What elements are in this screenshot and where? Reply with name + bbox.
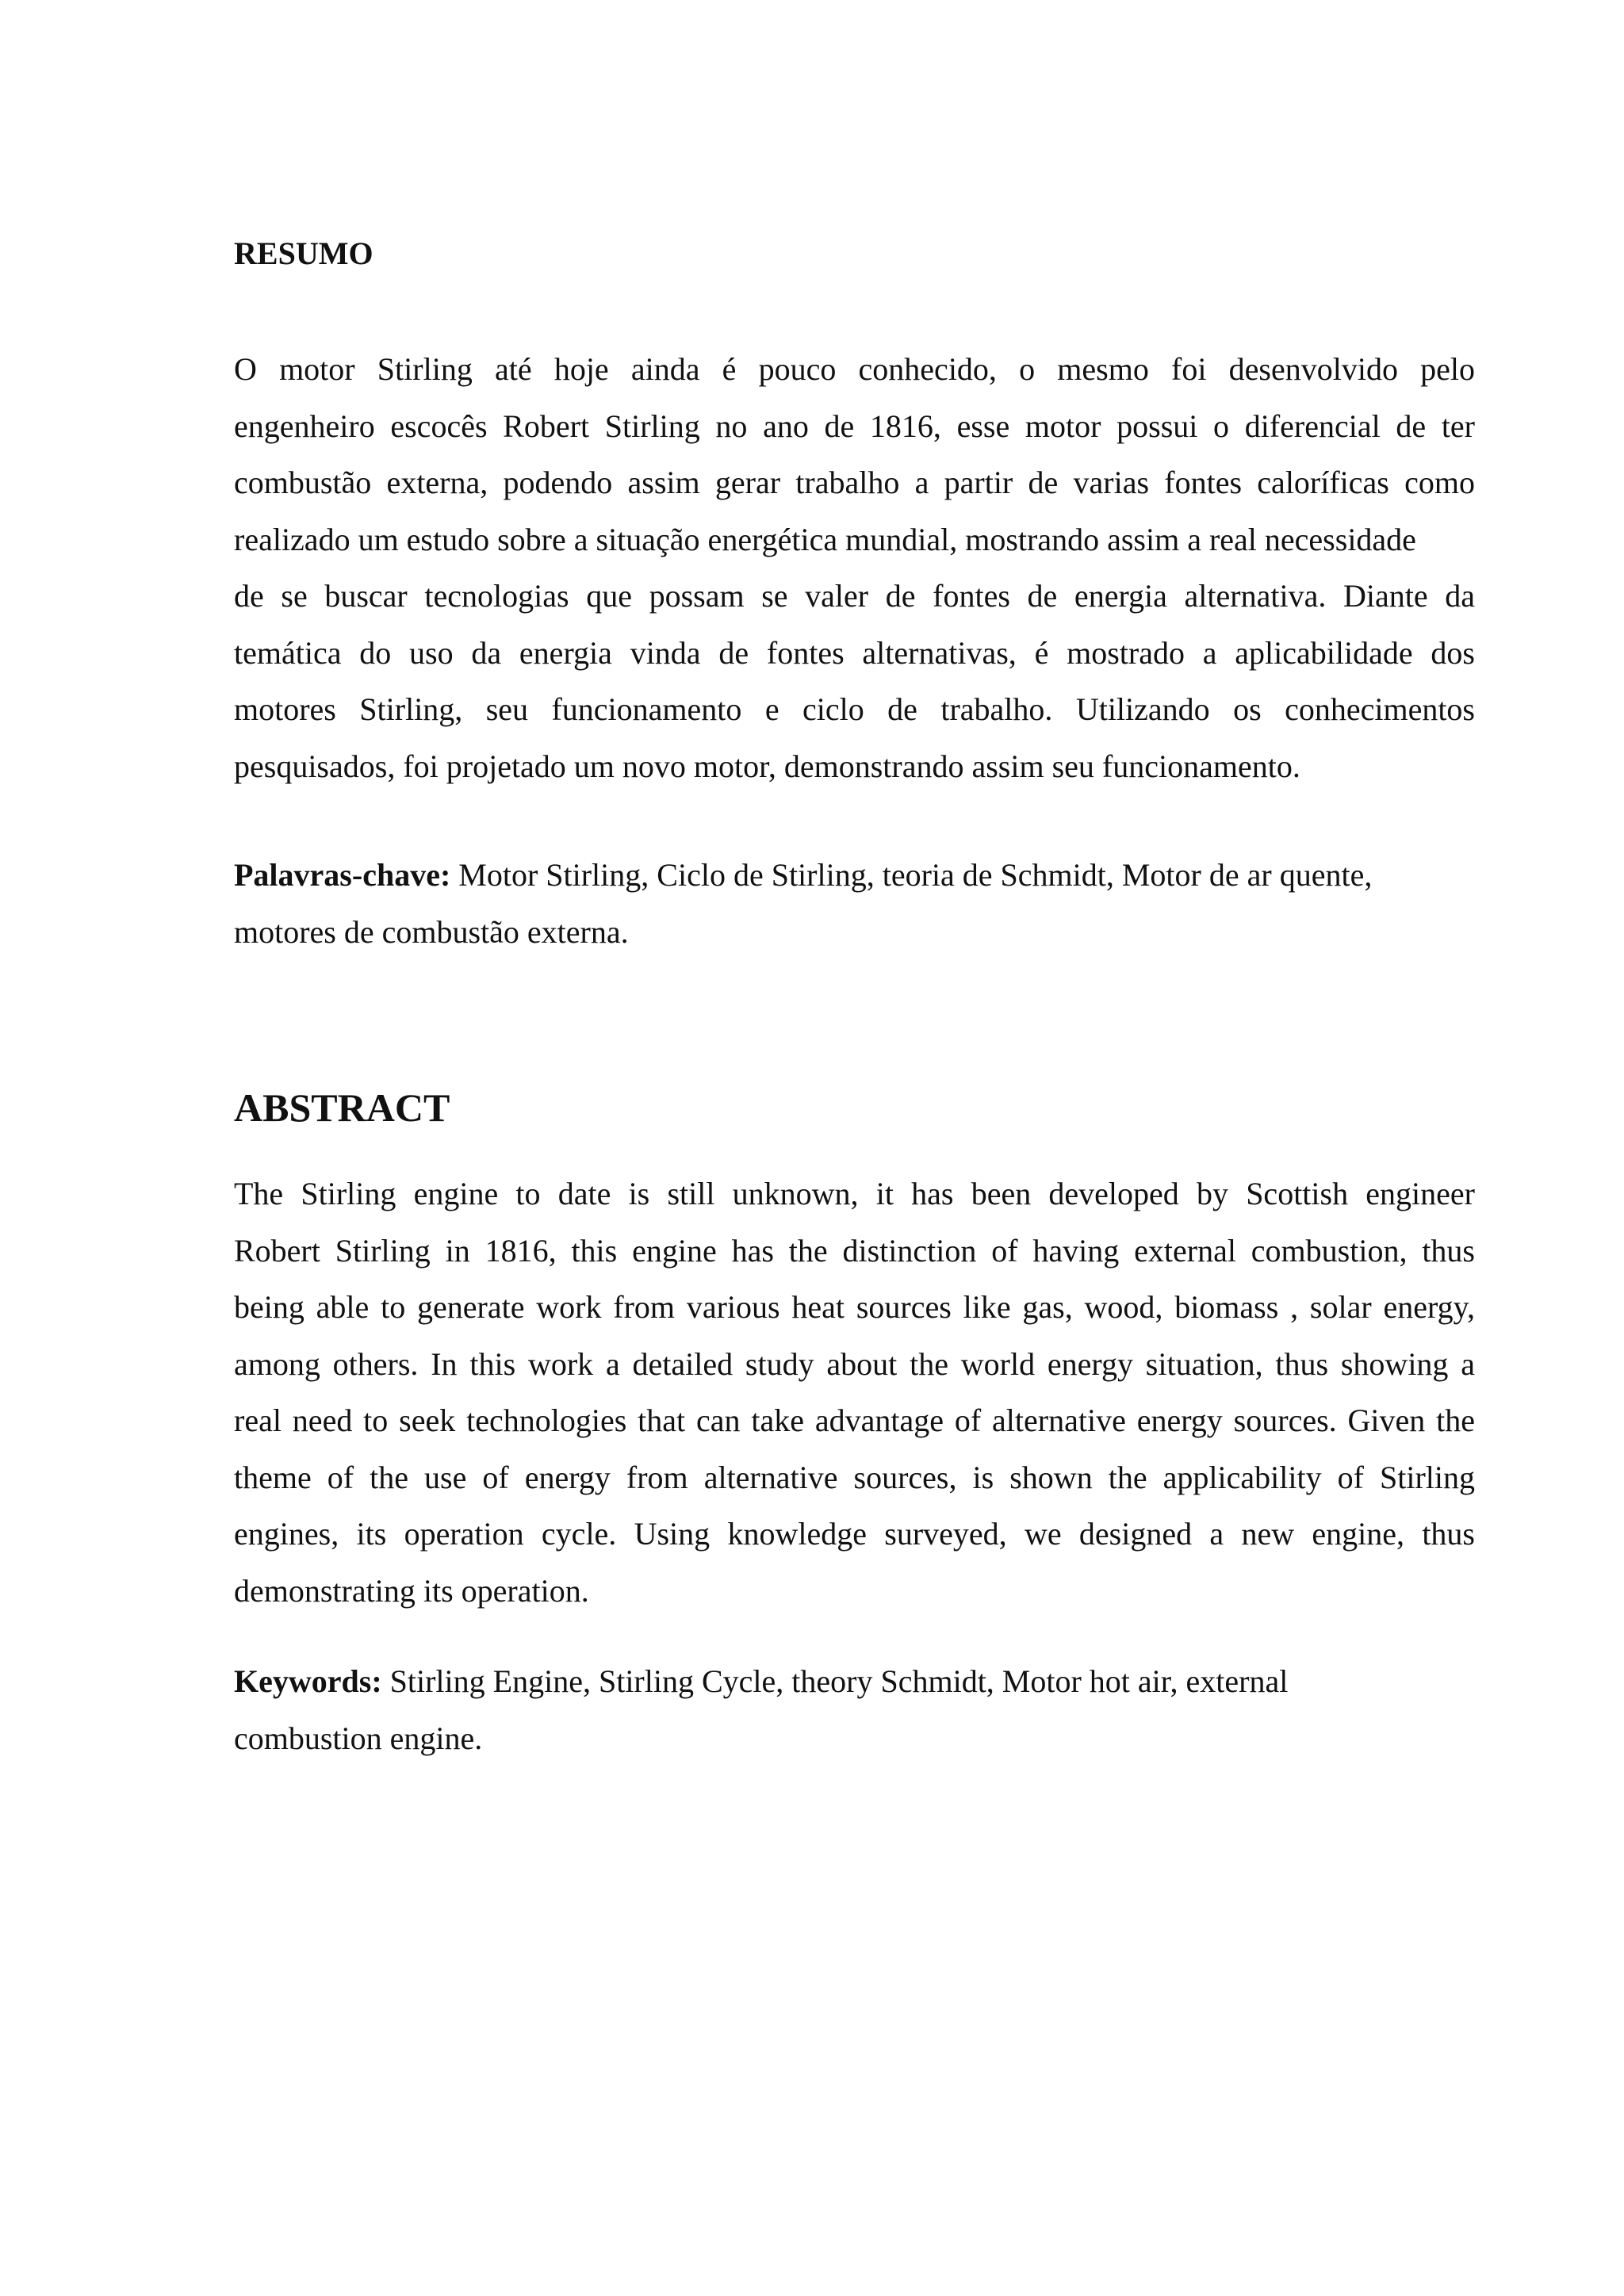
abstract-keywords-line: combustion engine. <box>234 1720 483 1756</box>
abstract-line: among others. In this work a detailed study about the world energy situation, thus showing a <box>234 1345 1475 1382</box>
resumo-keywords-line: motores de combustão externa. <box>234 913 629 950</box>
resumo-keywords-label: Palavras-chave: <box>234 857 451 893</box>
abstract-keywords-text: Stirling Engine, Stirling Cycle, theory Schmidt, Motor hot air, external <box>381 1663 1289 1699</box>
abstract-line: The Stirling engine to date is still unknown, it has been developed by Scottish engineer <box>234 1176 1475 1211</box>
resumo-line: O motor Stirling até hoje ainda é pouco conhecido, o mesmo foi desenvolvido pelo <box>234 351 1475 387</box>
abstract-heading: ABSTRACT <box>234 1085 450 1130</box>
resumo-keywords-line <box>234 847 1475 904</box>
abstract-line: theme of the use of energy from alternative sources, is shown the applicability of Stirling <box>234 1459 1475 1495</box>
abstract-keywords <box>234 1653 1475 1766</box>
resumo-line: temática do uso da energia vinda de fontes alternativas, é mostrado a aplicabilidade dos <box>234 634 1475 671</box>
resumo-line: de se buscar tecnologias que possam se valer de fontes de energia alternativa. Diante da <box>234 578 1475 614</box>
abstract-paragraph <box>234 1165 1475 1619</box>
resumo-line: realizado um estudo sobre a situação energética mundial, mostrando assim a real necessidade <box>234 521 1416 557</box>
abstract-line: being able to generate work from various heat sources like gas, wood, biomass , solar energy, <box>234 1289 1475 1325</box>
page-content <box>234 230 1475 1756</box>
resumo-paragraph <box>234 341 1475 794</box>
abstract-line: real need to seek technologies that can take advantage of alternative energy sources. Given the <box>234 1402 1475 1438</box>
abstract-line: demonstrating its operation. <box>234 1572 589 1609</box>
resumo-keywords <box>234 847 1475 960</box>
resumo-keywords-text: Motor Stirling, Ciclo de Stirling, teoria de Schmidt, Motor de ar quente, <box>450 857 1373 893</box>
resumo-line: combustão externa, podendo assim gerar trabalho a partir de varias fontes caloríficas como <box>234 465 1475 500</box>
abstract-keywords-line <box>234 1653 1475 1710</box>
resumo-line: engenheiro escocês Robert Stirling no ano de 1816, esse motor possui o diferencial de ter <box>234 408 1475 444</box>
resumo-heading: RESUMO <box>234 235 373 271</box>
resumo-line: motores Stirling, seu funcionamento e ciclo de trabalho. Utilizando os conhecimentos <box>234 691 1475 727</box>
abstract-line: engines, its operation cycle. Using knowledge surveyed, we designed a new engine, thus <box>234 1516 1475 1552</box>
abstract-keywords-label: Keywords: <box>234 1663 382 1699</box>
abstract-line: Robert Stirling in 1816, this engine has the distinction of having external combustion, thus <box>234 1232 1475 1269</box>
resumo-line: pesquisados, foi projetado um novo motor, demonstrando assim seu funcionamento. <box>234 748 1300 784</box>
